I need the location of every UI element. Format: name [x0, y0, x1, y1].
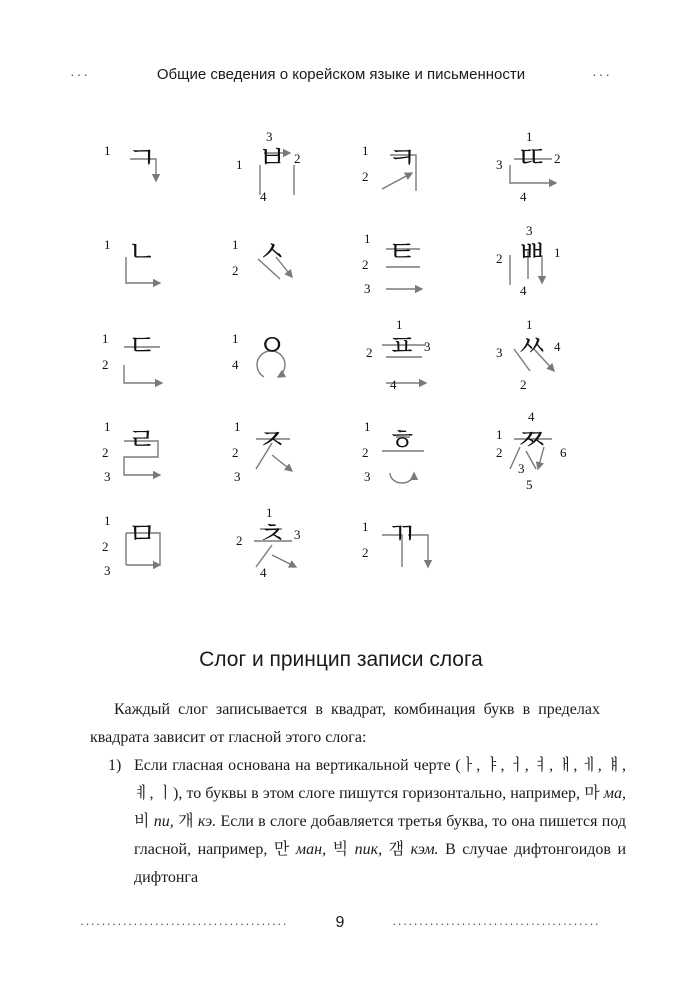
list-item-1: [108, 752, 626, 892]
hangul-letter: ㅋ: [387, 141, 417, 176]
stroke-number: 2: [496, 445, 503, 460]
korean-example: 비: [134, 813, 150, 830]
stroke-number: 2: [236, 533, 243, 548]
stroke-number: 1: [232, 331, 239, 346]
stroke-number: 3: [294, 527, 301, 542]
section-title: Слог и принцип записи слога: [199, 648, 483, 671]
stroke-number: 1: [236, 157, 243, 172]
stroke-number: 1: [496, 427, 503, 442]
stroke-number: 4: [528, 409, 535, 424]
stroke-order-cell: [480, 125, 590, 215]
hangul-letter: ㄴ: [127, 235, 157, 270]
stroke-order-cell: [220, 501, 330, 591]
footer-dots-right: ·······································: [392, 915, 600, 931]
header-dots-left: ···: [70, 66, 90, 82]
stroke-number: 3: [104, 469, 111, 484]
stroke-number: 4: [232, 357, 239, 372]
stroke-order-cell: [480, 407, 590, 497]
stroke-number: 1: [232, 237, 239, 252]
stroke-number: 5: [526, 477, 533, 492]
stroke-number: 2: [366, 345, 373, 360]
stroke-number: 4: [390, 377, 397, 392]
hangul-letter: ㅉ: [517, 423, 547, 458]
hangul-letter: ㅅ: [257, 235, 287, 270]
list-text-2: Если в слоге добавляется третья буква, то она пишется под гласной, например,: [134, 813, 627, 858]
korean-example: 마: [584, 785, 600, 802]
stroke-number: 1: [362, 519, 369, 534]
stroke-number: 4: [520, 189, 527, 204]
stroke-number: 1: [104, 419, 111, 434]
stroke-number: 1: [396, 317, 403, 332]
stroke-number: 2: [554, 151, 561, 166]
hangul-letter: ㅆ: [517, 329, 547, 364]
stroke-number: 2: [362, 545, 369, 560]
stroke-number: 1: [104, 143, 111, 158]
stroke-number: 2: [362, 257, 369, 272]
stroke-order-cell: [90, 125, 200, 215]
header-title: Общие сведения о корейском языке и письменности: [156, 65, 526, 83]
stroke-number: 3: [496, 345, 503, 360]
hangul-letter: ㅈ: [257, 423, 287, 458]
stroke-number: 3: [518, 461, 525, 476]
list-text-3: В случае дифтонгоидов и дифтонга: [134, 841, 627, 886]
romanization: кэм.: [410, 841, 439, 858]
stroke-order-cell: [350, 313, 460, 403]
stroke-number: 3: [496, 157, 503, 172]
hangul-letter: ㄸ: [517, 141, 547, 176]
stroke-number: 3: [526, 223, 533, 238]
stroke-number: 2: [102, 445, 109, 460]
stroke-order-cell: [220, 407, 330, 497]
running-header: [70, 60, 612, 88]
stroke-number: 1: [362, 143, 369, 158]
hangul-letter: ㅂ: [257, 141, 287, 176]
stroke-order-cell: [220, 125, 330, 215]
stroke-order-cell: [90, 219, 200, 309]
hangul-letter: ㄹ: [127, 423, 157, 458]
stroke-number: 1: [104, 513, 111, 528]
hangul-letter: ㄲ: [387, 517, 417, 552]
stroke-number: 2: [362, 169, 369, 184]
stroke-order-cell: [350, 125, 460, 215]
list-text-1: Если гласная основана на вертикальной черте (ㅏ, ㅑ, ㅓ, ㅕ, ㅐ, ㅔ, ㅒ, ㅖ, ㅣ), то буквы в этом слоге пишутся горизонтально, например,: [134, 757, 626, 802]
hangul-letter: ㅎ: [387, 423, 417, 458]
stroke-number: 1: [104, 237, 111, 252]
stroke-number: 1: [526, 317, 533, 332]
stroke-number: 3: [234, 469, 241, 484]
stroke-number: 3: [266, 129, 273, 144]
hangul-letter: ㅁ: [127, 517, 157, 552]
stroke-number: 4: [520, 283, 527, 298]
stroke-number: 3: [424, 339, 431, 354]
korean-example: 빅: [332, 841, 349, 858]
page-number: 9: [335, 914, 345, 931]
stroke-order-cell: [350, 219, 460, 309]
hangul-letter: ㄱ: [127, 141, 157, 176]
list-marker: 1): [108, 757, 122, 774]
romanization: ман,: [295, 841, 327, 858]
stroke-number: 2: [232, 445, 239, 460]
hangul-letter: ㅌ: [387, 235, 417, 270]
stroke-number: 1: [554, 245, 561, 260]
stroke-number: 2: [520, 377, 527, 392]
stroke-number: 3: [364, 281, 371, 296]
stroke-number: 2: [496, 251, 503, 266]
stroke-order-cell: [480, 219, 590, 309]
stroke-number: 2: [362, 445, 369, 460]
header-dots-right: ···: [592, 66, 612, 82]
korean-example: 만: [273, 841, 290, 858]
stroke-order-cell: [220, 219, 330, 309]
hangul-letter: ㄷ: [127, 329, 157, 364]
stroke-number: 4: [554, 339, 561, 354]
stroke-number: 1: [364, 231, 371, 246]
romanization: ма,: [603, 785, 627, 802]
stroke-number: 2: [102, 539, 109, 554]
stroke-number: 1: [234, 419, 241, 434]
stroke-number: 2: [102, 357, 109, 372]
stroke-number: 1: [526, 129, 533, 144]
stroke-order-cell: [90, 407, 200, 497]
stroke-number: 3: [104, 563, 111, 578]
hangul-letter: ㅊ: [257, 517, 287, 552]
stroke-order-cell: [90, 313, 200, 403]
stroke-order-cell: [350, 407, 460, 497]
stroke-number: 1: [266, 505, 273, 520]
stroke-number: 1: [102, 331, 109, 346]
stroke-order-cell: [90, 501, 200, 591]
hangul-letter: ㅍ: [387, 329, 417, 364]
korean-example: 갬: [388, 841, 405, 858]
korean-example: 개: [178, 813, 194, 830]
stroke-order-cell: [220, 313, 330, 403]
romanization: кэ.: [197, 813, 217, 830]
intro-paragraph: Каждый слог записывается в квадрат, комбинация букв в пределах квадрата зависит от гласной этого слога:: [90, 701, 600, 746]
footer-dots-left: ·······································: [80, 915, 288, 931]
stroke-number: 1: [364, 419, 371, 434]
stroke-order-cell: [350, 501, 460, 591]
stroke-number: 6: [560, 445, 567, 460]
stroke-number: 2: [232, 263, 239, 278]
stroke-number: 2: [294, 151, 301, 166]
page-footer: [80, 910, 600, 936]
romanization: пи,: [153, 813, 174, 830]
stroke-number: 4: [260, 189, 267, 204]
stroke-order-cell: [480, 313, 590, 403]
stroke-number: 4: [260, 565, 267, 580]
stroke-number: 3: [364, 469, 371, 484]
hangul-letter: ㅇ: [257, 329, 287, 364]
hangul-letter: ㅃ: [517, 235, 547, 270]
romanization: пик,: [354, 841, 383, 858]
